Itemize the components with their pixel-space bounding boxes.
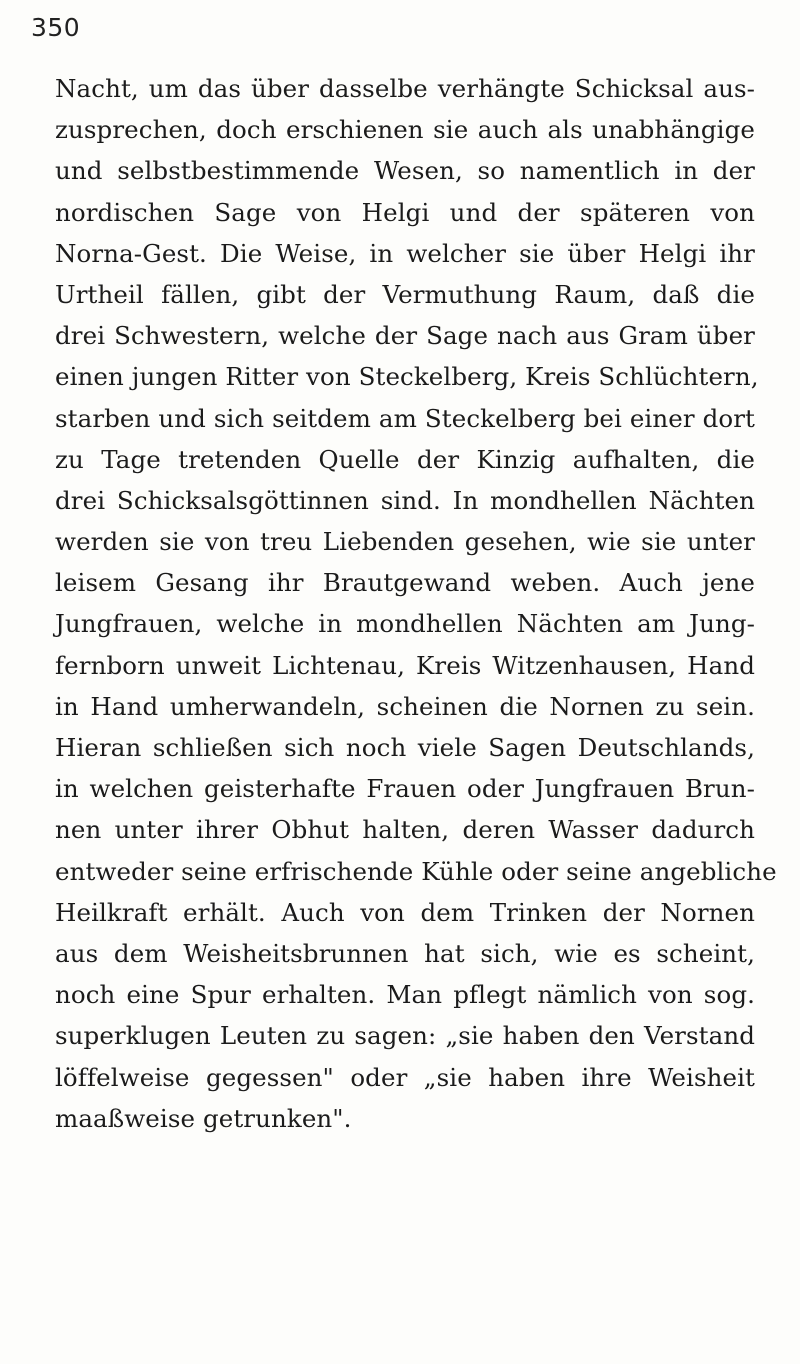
text-line: Nacht, um das über dasselbe verhängte Schicksal aus- [55,74,755,103]
text-line: drei Schwestern, welche der Sage nach aus Gram über [55,321,755,351]
text-line: zusprechen, doch erschienen sie auch als unabhängige [55,115,755,145]
text-line: Norna-Gest. Die Weise, in welcher sie über Helgi ihr [55,238,755,268]
page-number: 350 [31,13,81,42]
text-line: starben und sich seitdem am Steckelberg bei einer dort [55,403,755,433]
text-line: nordischen Sage von Helgi und der späteren von [55,197,755,227]
text-line: noch eine Spur erhalten. Man pflegt nämlich von sog. [55,980,755,1010]
text-line: nen unter ihrer Obhut halten, deren Wasser dadurch [55,815,755,845]
text-line: zu Tage tretenden Quelle der Kinzig aufhalten, die [55,444,755,474]
text-line: in Hand umherwandeln, scheinen die Nornen zu sein. [55,691,755,721]
text-line: drei Schicksalsgöttinnen sind. In mondhellen Nächten [55,485,755,515]
text-line: Heilkraft erhält. Auch von dem Trinken der Nornen [55,897,755,927]
text-line: fernborn unweit Lichtenau, Kreis Witzenhausen, Hand [55,650,755,680]
text-line: aus dem Weisheitsbrunnen hat sich, wie es scheint, [55,938,755,968]
text-line: in welchen geisterhafte Frauen oder Jungfrauen Brun- [55,774,755,804]
text-line: maaßweise getrunken". [55,1103,352,1133]
text-line: und selbstbestimmende Wesen, so namentlich in der [55,156,755,186]
text-line: entweder seine erfrischende Kühle oder seine angebliche [55,856,777,886]
text-line: Hieran schließen sich noch viele Sagen Deutschlands, [55,733,755,762]
body-text [55,68,777,1139]
text-line: löffelweise gegessen" oder „sie haben ihre Weisheit [55,1062,755,1092]
text-line: Urtheil fällen, gibt der Vermuthung Raum, daß die [55,279,755,309]
text-line: leisem Gesang ihr Brautgewand weben. Auch jene [55,568,755,598]
text-line: werden sie von treu Liebenden gesehen, wie sie unter [55,527,755,557]
text-line: Jungfrauen, welche in mondhellen Nächten am Jung- [55,609,755,639]
text-line: einen jungen Ritter von Steckelberg, Kreis Schlüchtern, [55,362,759,392]
text-line: superklugen Leuten zu sagen: „sie haben den Verstand [55,1021,755,1051]
